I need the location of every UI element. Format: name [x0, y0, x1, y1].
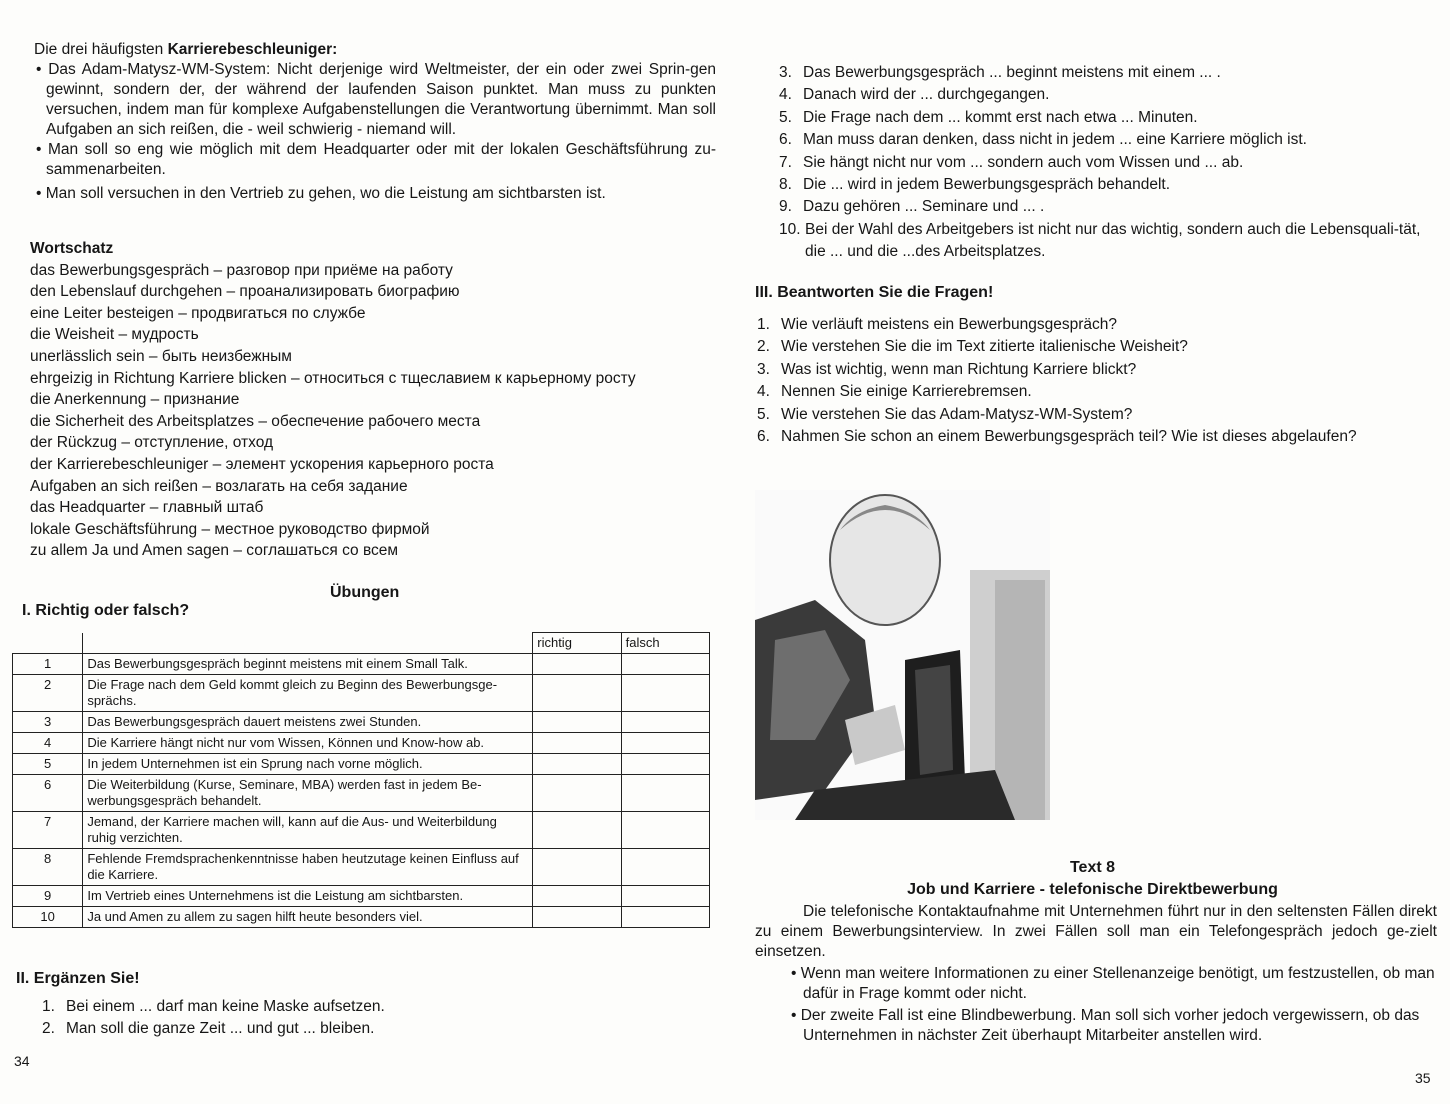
column-falsch: falsch [621, 633, 709, 654]
table-row: 1 Das Bewerbungsgespräch beginnt meistens mit einem Small Talk. [13, 654, 710, 675]
text-8-bullet-1: • Wenn man weitere Informationen zu einer Stellenanzeige benötigt, um festzustellen, ob man dafür in Frage kommt oder nicht. [791, 965, 1435, 1002]
exercise-3-list [757, 314, 1437, 448]
list-item: 10. Bei der Wahl des Arbeitgebers ist nicht nur das wichtig, sondern auch die Lebensquali-tät, die ... und die ...des Arbeitsplatzes. [779, 220, 1421, 261]
exercise-1-heading: I. Richtig oder falsch? [22, 602, 190, 619]
vocab-item: der Rückzug – отступление, отход [30, 434, 274, 452]
exercise-3-heading: III. Beantworten Sie die Fragen! [755, 284, 994, 301]
accelerator-bullet-3: • Man soll versuchen in den Vertrieb zu gehen, wo die Leistung am sichtbarsten ist. [36, 185, 606, 202]
list-item: 1. Bei einem ... darf man keine Maske aufsetzen. [42, 998, 385, 1015]
list-item: 9. Dazu gehören ... Seminare und ... . [779, 198, 1045, 216]
vocab-item: unerlässlich sein – быть неизбежным [30, 347, 292, 365]
falsch-cell[interactable] [621, 733, 709, 754]
falsch-cell[interactable] [621, 775, 709, 812]
vocab-item: die Sicherheit des Arbeitsplatzes – обеспечение рабочего места [30, 412, 481, 430]
photo-person-at-computer [755, 490, 1050, 820]
table-header-row [13, 633, 710, 654]
table-row: 3 Das Bewerbungsgespräch dauert meistens zwei Stunden. [13, 712, 710, 733]
column-richtig: richtig [533, 633, 621, 654]
vocabulary-heading: Wortschatz [30, 240, 114, 257]
richtig-cell[interactable] [533, 775, 621, 812]
list-item: 4. Nennen Sie einige Karrierebremsen. [757, 383, 1032, 401]
vocab-item: lokale Geschäftsführung – местное руководство фирмой [30, 520, 430, 538]
richtig-cell[interactable] [533, 712, 621, 733]
vocab-item: den Lebenslauf durchgehen – проанализировать биографию [30, 283, 460, 301]
falsch-cell[interactable] [621, 675, 709, 712]
richtig-cell[interactable] [533, 886, 621, 907]
list-item: 6. Man muss daran denken, dass nicht in jedem ... eine Karriere möglich ist. [779, 131, 1307, 149]
table-row: 8 Fehlende Fremdsprachenkenntnisse haben heutzutage keinen Einfluss auf die Karriere. [13, 849, 710, 886]
table-row: 10 Ja und Amen zu allem zu sagen hilft heute besonders viel. [13, 907, 710, 928]
vocab-item: der Karrierebeschleuniger – элемент ускорения карьерного роста [30, 455, 494, 473]
vocab-item: das Headquarter – главный штаб [30, 499, 264, 517]
text-8-body [755, 902, 1437, 1046]
list-item: 5. Die Frage nach dem ... kommt erst nach etwa ... Minuten. [779, 108, 1198, 126]
list-item: 4. Danach wird der ... durchgegangen. [779, 86, 1050, 104]
richtig-cell[interactable] [533, 754, 621, 775]
accelerators-heading: Die drei häufigsten Karrierebeschleuniger: [34, 41, 338, 58]
falsch-cell[interactable] [621, 849, 709, 886]
accelerators-section [34, 40, 716, 204]
text-8-paragraph: Die telefonische Kontaktaufnahme mit Unternehmen führt nur in den seltensten Fällen direkt zu einem Bewerbungsinterview. In zwei Fällen soll man ein Telefongespräch jedoch ge-zielt einsetzen. [755, 903, 1437, 960]
falsch-cell[interactable] [621, 907, 709, 928]
text-8-bullet-2: • Der zweite Fall ist eine Blindbewerbung. Man soll sich vorher jedoch vergewissern, ob das Unternehmen in nächster Zeit überhaupt Mitarbeiter anstellen wird. [791, 1007, 1420, 1044]
table-row: 7 Jemand, der Karriere machen will, kann auf die Aus- und Weiterbildung ruhig verzichten. [13, 812, 710, 849]
exercises-heading: Übungen [330, 584, 400, 601]
vocab-item: das Bewerbungsgespräch – разговор при приёме на работу [30, 261, 453, 279]
accelerator-bullet-1: • Das Adam-Matysz-WM-System: Nicht derjenige wird Weltmeister, der ein oder zwei Sprin-gen gewinnt, sondern der, der während der laufenden Saison punktet. Man muss zu punkten versuchen, indem man für komplexe Aufgabenstellungen die Verantwortung übernimmt. Man soll Aufgaben an sich reißen, die - weil schwierig - niemand will. [36, 61, 716, 138]
text-8-title: Text 8 [1069, 859, 1116, 876]
list-item: 7. Sie hängt nicht nur vom ... sondern auch vom Wissen und ... ab. [779, 153, 1244, 171]
vocab-item: eine Leiter besteigen – продвигаться по службе [30, 304, 366, 322]
table-row: 5 In jedem Unternehmen ist ein Sprung nach vorne möglich. [13, 754, 710, 775]
exercise-2-heading: II. Ergänzen Sie! [16, 970, 140, 987]
falsch-cell[interactable] [621, 712, 709, 733]
table-row: 9 Im Vertrieb eines Unternehmens ist die Leistung am sichtbarsten. [13, 886, 710, 907]
list-item: 1. Wie verläuft meistens ein Bewerbungsgespräch? [757, 316, 1118, 333]
vocab-item: Aufgaben an sich reißen – возлагать на себя задание [30, 477, 408, 495]
vocabulary-list [30, 238, 636, 562]
list-item: 5. Wie verstehen Sie das Adam-Matysz-WM-System? [757, 405, 1133, 423]
falsch-cell[interactable] [621, 886, 709, 907]
falsch-cell[interactable] [621, 812, 709, 849]
accelerator-bullet-2: • Man soll so eng wie möglich mit dem Headquarter oder mit der lokalen Geschäftsführung zu-sammenarbeiten. [36, 141, 716, 178]
text-8-subtitle: Job und Karriere - telefonische Direktbewerbung [907, 881, 1278, 898]
table-row: 6 Die Weiterbildung (Kurse, Seminare, MBA) werden fast in jedem Be-werbungsgespräch behandelt. [13, 775, 710, 812]
table-row: 2 Die Frage nach dem Geld kommt gleich zu Beginn des Bewerbungsge-sprächs. [13, 675, 710, 712]
list-item: 3. Was ist wichtig, wenn man Richtung Karriere blickt? [757, 360, 1137, 378]
vocab-item: zu allem Ja und Amen sagen – соглашаться со всем [30, 542, 399, 560]
vocab-item: die Weisheit – мудрость [30, 326, 199, 344]
list-item: 6. Nahmen Sie schon an einem Bewerbungsgespräch teil? Wie ist dieses abgelaufen? [757, 428, 1357, 446]
list-item: 8. Die ... wird in jedem Bewerbungsgespräch behandelt. [779, 176, 1171, 194]
exercise-2-continued-list [779, 62, 1439, 264]
list-item: 2. Man soll die ganze Zeit ... und gut ... bleiben. [42, 1020, 375, 1038]
vocab-item: ehrgeizig in Richtung Karriere blicken – относиться с тщеславием к карьерному росту [30, 369, 636, 387]
vocab-item: die Anerkennung – признание [30, 391, 240, 409]
exercise-2-list [42, 996, 385, 1041]
right-page [735, 0, 1450, 1104]
richtig-cell[interactable] [533, 812, 621, 849]
richtig-cell[interactable] [533, 654, 621, 675]
list-item: 3. Das Bewerbungsgespräch ... beginnt meistens mit einem ... . [779, 64, 1221, 81]
list-item: 2. Wie verstehen Sie die im Text zitierte italienische Weisheit? [757, 338, 1188, 356]
richtig-cell[interactable] [533, 907, 621, 928]
falsch-cell[interactable] [621, 754, 709, 775]
page-number-left: 34 [14, 1053, 30, 1069]
richtig-cell[interactable] [533, 849, 621, 886]
richtig-cell[interactable] [533, 733, 621, 754]
falsch-cell[interactable] [621, 654, 709, 675]
true-false-table [12, 632, 710, 928]
page-number-right: 35 [1415, 1070, 1431, 1086]
table-row: 4 Die Karriere hängt nicht nur vom Wissen, Können und Know-how ab. [13, 733, 710, 754]
richtig-cell[interactable] [533, 675, 621, 712]
